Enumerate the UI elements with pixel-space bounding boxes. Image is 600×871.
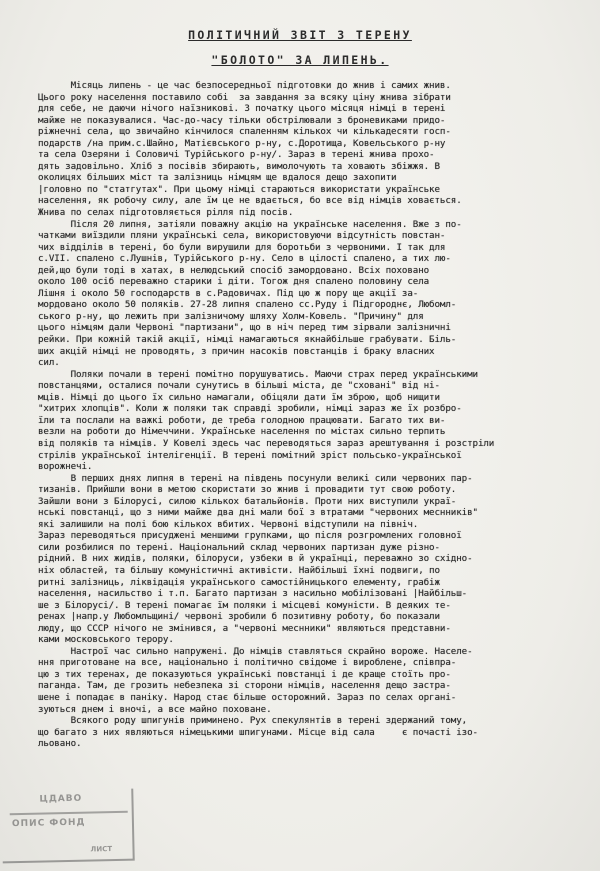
document-line: рейки. При кожній такій акції, німці намагаються якнайбільше грабувати. Біль-: [38, 334, 457, 346]
document-line: Настрої час сильно напружені. До німців ставляться скрайно вороже. Населе-: [38, 645, 473, 657]
document-line: Місяць липень - це час безпосередньої підготовки до жнив і самих жнив.: [38, 80, 451, 91]
document-line: люду, що СССР нічого не змінився, а "червоні меснники" являються представни-: [38, 622, 451, 634]
document-line: населення, насильство і т.п. Багато партизан з насильно мобілізовані |Найбільш-: [38, 588, 468, 600]
document-line: Після 20 липня, затіяли поважну акцію на українське населення. Вже з по-: [38, 218, 462, 230]
document-line: цю з тих теренах, де показуються українські повстанці і де краще стоїть про-: [38, 668, 451, 680]
document-line: дей,що були тоді в хатах, в нелюдський спосіб замордовано. Всіх поховано: [38, 264, 430, 276]
document-body: [38, 80, 594, 750]
document-line: "хитрих хлопців". Коли ж поляки так справді зробили, німці зараз же їх розбро-: [38, 403, 462, 415]
document-line: які залишили на полі бою кількох вбитих. Червоні відступили на північ.: [38, 518, 419, 530]
document-line: В перших днях липня в терені на південь посунули великі сили червоних пар-: [38, 472, 473, 484]
document-line: подарств /на прим.с.Шайно, Матієвського р-ну, с.Доротища, Ковельського р-ну: [38, 137, 446, 149]
document-line: чих відділів в терені, бо були вирушили для боротьби з червоними. І так для: [38, 241, 446, 253]
document-line: ніх областей, та більшу комуністичні активісти. Найбільші їхні подвиги, по: [38, 564, 440, 576]
document-line: що багато з них являються німецькими шпигунами. Місце від сала є почасті ізо-: [38, 726, 478, 738]
document-line: тизанів. Прийшли вони в метою скористати зо жнив і провадити тут свою роботу.: [38, 484, 457, 496]
archive-stamp: [1, 789, 134, 864]
document-line: ворожнечі.: [38, 461, 93, 473]
document-line: Лішня і около 50 господарств в с.Радовичах. Під цю ж пору ще акції за-: [38, 287, 419, 299]
stamp-line-1: ЦДАВО: [39, 793, 83, 805]
document-line: ше з Білорусі/. В терені помагає їм поляки і місцеві комуністи. В деяких те-: [38, 599, 451, 611]
document-line: зуються днем і вночі, а все майно поховане.: [38, 703, 272, 715]
document-line: від поляків та німців. У Ковелі здесь час переводяться зараз арештування і розстріли: [38, 437, 495, 449]
document-title: ПОЛІТИЧНИЙ ЗВІТ З ТЕРЕНУ: [188, 28, 412, 42]
document-line: дять задовільно. Хліб з посівів збирають, вимолочують та ховають збіжжя. В: [38, 160, 440, 172]
document-line: населення, як робочу силу, але їм це не вдається, бо все від німців ховається.: [38, 195, 462, 207]
document-line: їли та послали на важкі роботи, де треба голодною працювати. Багато тих ви-: [38, 414, 446, 426]
document-line: околицях більших міст та залізниць німцям ще вдалося дещо захопити: [38, 172, 397, 184]
document-line: цього німцям дали Червоні "партизани", що в ніч перед тим зірвали залізничні: [38, 322, 451, 334]
document-subtitle: "БОЛОТО" ЗА ЛИПЕНЬ.: [211, 53, 389, 67]
stamp-line-3: ЛИСТ: [90, 845, 113, 854]
stamp-divider: [10, 811, 128, 815]
document-line: повстанцями, осталися почали сунутись в більші міста, де "сховані" від ні-: [38, 380, 440, 392]
document-line: мордовано около 50 поляків. 27-28 липня спалено сс.Руду і Підгороднє, Любомл-: [38, 299, 457, 311]
document-line: паганда. Там, де грозить небезпека зі сторони німців, населення дещо застра-: [38, 680, 451, 692]
document-line: Цього року населення поставило собі за завдання за всяку ціну жнива зібрати: [38, 91, 451, 103]
document-line: шене і попадає в паніку. Народ стає більше осторожний. Зараз по селах органі-: [38, 691, 457, 703]
document-line: |головно по "статгутах". При цьому німці стараються використати українське: [38, 183, 440, 195]
document-line: ками московського терору.: [38, 634, 174, 646]
document-line: майже не показувалися. Час-до-часу тільки обстрілювали з броневиками придо-: [38, 114, 446, 126]
stamp-line-2: ОПИС ФОНД: [11, 817, 86, 830]
document-line: ритні залізниць, ліквідація українського самостійницького елементу, грабіж: [38, 576, 440, 588]
document-line: сили розбилися по терені. Національний склад червоних партизан дуже різно-: [38, 541, 440, 553]
document-line: Зайшли вони з Білорусі, силою кількох батальйонів. Проти них виступили украї-: [38, 495, 457, 507]
document-line: сил.: [38, 357, 60, 369]
document-line: Жнива по селах підготовляється рілля під посів.: [38, 207, 294, 219]
document-line: стрілів української інтелігенції. В терені помітний зріст польсько-української: [38, 449, 462, 461]
document-line: льовано.: [38, 738, 82, 750]
document-line: ння приготоване на все, національно і політично свідоме і вироблене, співпра-: [38, 657, 457, 669]
document-line: ського р-ну, що лежить при залізничому шляху Холм-Ковель. "Причину" для: [38, 310, 424, 322]
document-line: мців. Німці до цього їх сильно намагали, обіцяли дати їм зброю, щоб нищити: [38, 391, 440, 403]
document-line: рідний. В них жидів, поляки, білоруси, узбеки в й українці, переважно зо східно-: [38, 553, 473, 565]
document-line: около 100 осіб переважно старики і діти. Тогож дня спалено половину села: [38, 276, 430, 288]
document-line: с.VII. спалено с.Лушнів, Турійського р-ну. Село в цілості спалено, а тих лю-: [38, 253, 451, 265]
document-line: ренах |напр.у Любомльщині/ червоні зробили б позитивну роботу, бо показали: [38, 611, 440, 623]
document-line: Всякого роду шпигунів приминено. Рух спекулянтів в терені здержаний тому,: [38, 715, 468, 727]
document-line: Зараз переводяться присуджені меншими групками, що після розгромлених головної: [38, 530, 462, 542]
document-line: чатками виїздили пляни українські села, використовуючи відсутність повстан-: [38, 230, 446, 242]
document-line: ріжнечні села, що звичайно кінчилося спаленням кількох чи кількадесяти госп-: [38, 126, 451, 138]
document-line: везли на роботи до Німеччини. Українське населення по містах сильно терпить: [38, 426, 446, 438]
document-line: Поляки почали в терені помітно порушуватись. Маючи страх перед українськими: [38, 368, 478, 380]
document-line: нські повстанці, що з ними майже два дні мали бої з втратами "червоних меснників": [38, 507, 478, 519]
document-line: ших акцій німці не проводять, з причин насоків повстанців і браку власних: [38, 345, 435, 357]
document-line: та села Озеряни і Соловичі Турійського р-ну/. Зараз в терені жнива прохо-: [38, 149, 435, 161]
document-line: для себе, не даючи нічого наїзникові. З початку цього місяця німці в терені: [38, 103, 446, 115]
